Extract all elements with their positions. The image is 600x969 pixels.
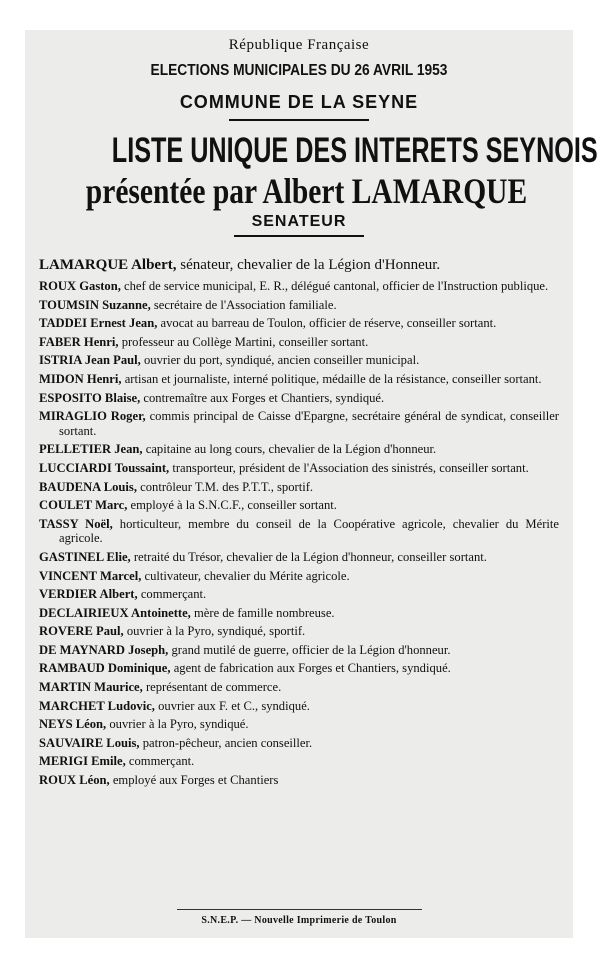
candidate-entry: [39, 298, 559, 313]
candidate-description: ouvrier à la Pyro, syndiqué, sportif.: [126, 624, 306, 639]
candidate-entry: [39, 316, 559, 331]
candidate-entry: [39, 699, 559, 714]
commune-title: COMMUNE DE LA SEYNE: [179, 92, 419, 112]
candidate-description: ouvrier du port, syndiqué, ancien conseiller municipal.: [143, 353, 420, 368]
senateur-subtitle: SENATEUR: [251, 213, 347, 230]
candidate-description: contremaître aux Forges et Chantiers, syndiqué.: [143, 390, 385, 405]
candidate-name: VINCENT Marcel,: [39, 568, 142, 583]
candidate-entry: [39, 442, 559, 457]
elections-title: ELECTIONS MUNICIPALES DU 26 AVRIL 1953: [150, 62, 448, 79]
candidate-name: BAUDENA Louis,: [39, 479, 137, 494]
footer-rule: [177, 909, 422, 910]
candidate-name: DE MAYNARD Joseph,: [39, 642, 169, 657]
candidate-name: LAMARQUE Albert,: [39, 257, 177, 273]
candidate-entry: [39, 680, 559, 695]
candidate-entry: [39, 461, 559, 476]
candidate-name: RAMBAUD Dominique,: [39, 661, 171, 676]
candidate-name: MIDON Henri,: [39, 371, 122, 386]
candidate-description: transporteur, président de l'Association des sinistrés, conseiller sortant.: [172, 460, 529, 475]
candidate-entry: [39, 717, 559, 732]
candidate-description: artisan et journaliste, interné politique, médaille de la résistance, conseiller sortant.: [124, 371, 542, 386]
candidate-name: NEYS Léon,: [39, 717, 107, 732]
candidate-name: PELLETIER Jean,: [39, 442, 143, 457]
candidate-description: commerçant.: [140, 587, 207, 602]
candidate-entry: [39, 569, 559, 584]
candidate-list: [39, 257, 559, 788]
candidate-name: ROUX Gaston,: [39, 279, 121, 293]
candidate-description: secrétaire de l'Association familiale.: [153, 297, 337, 312]
candidate-entry: [39, 643, 559, 658]
candidate-entry: [39, 587, 559, 602]
candidate-name: MARCHET Ludovic,: [39, 698, 155, 713]
candidate-entry: [39, 335, 559, 350]
poster-sheet: [25, 30, 598, 938]
candidate-entry: [39, 480, 559, 495]
candidate-description: commis principal de Caisse d'Epargne, secrétaire général de syndicat, conseiller sortant.: [59, 409, 559, 438]
candidate-description: grand mutilé de guerre, officier de la Légion d'honneur.: [171, 642, 451, 657]
divider-rule: [229, 119, 369, 121]
candidate-entry: [39, 661, 559, 676]
candidate-entry: [39, 773, 559, 788]
candidate-description: représentant de commerce.: [145, 680, 282, 695]
candidate-description: cultivateur, chevalier du Mérite agricole.: [144, 568, 350, 583]
candidate-entry: [39, 372, 559, 387]
candidate-description: contrôleur T.M. des P.T.T., sportif.: [140, 479, 314, 494]
candidate-name: COULET Marc,: [39, 498, 128, 513]
candidate-name: TASSY Noël,: [39, 516, 113, 531]
candidate-description: horticulteur, membre du conseil de la Coopérative agricole, chevalier du Mérite agricole.: [59, 516, 559, 546]
candidate-description: ouvrier à la Pyro, syndiqué.: [109, 717, 249, 732]
candidate-entry: [39, 517, 559, 546]
candidate-description: mère de famille nombreuse.: [194, 605, 335, 620]
candidate-description: employé aux Forges et Chantiers: [112, 773, 279, 788]
candidate-entry: [39, 624, 559, 639]
candidate-description: sénateur, chevalier de la Légion d'Honneur.: [180, 257, 441, 273]
candidate-description: retraité du Trésor, chevalier de la Légion d'honneur, conseiller sortant.: [133, 549, 487, 564]
candidate-name: TADDEI Ernest Jean,: [39, 316, 158, 331]
candidate-name: VERDIER Albert,: [39, 587, 138, 602]
candidate-name: DECLAIRIEUX Antoinette,: [39, 605, 191, 620]
candidate-name: TOUMSIN Suzanne,: [39, 297, 151, 312]
candidate-description: capitaine au long cours, chevalier de la Légion d'honneur.: [145, 442, 437, 457]
list-title: LISTE UNIQUE DES INTERETS SEYNOIS: [111, 131, 598, 170]
candidate-entry: [39, 606, 559, 621]
candidate-name: MIRAGLIO Roger,: [39, 409, 146, 424]
candidate-entry: [39, 391, 559, 406]
candidate-description: chef de service municipal, E. R., délégué cantonal, officier de l'Instruction publique.: [124, 279, 549, 293]
candidate-name: ROVERE Paul,: [39, 624, 124, 639]
candidate-entry: [39, 498, 559, 513]
candidate-name: ISTRIA Jean Paul,: [39, 353, 141, 368]
candidate-name: SAUVAIRE Louis,: [39, 735, 140, 750]
republique-line: République Française: [228, 37, 370, 53]
candidate-entry: [39, 279, 559, 294]
candidate-name: MERIGI Emile,: [39, 754, 126, 769]
candidate-name: GASTINEL Elie,: [39, 549, 131, 564]
candidate-description: ouvrier aux F. et C., syndiqué.: [158, 698, 310, 713]
candidate-description: employé à la S.N.C.F., conseiller sortant.: [130, 498, 337, 513]
candidate-name: LUCCIARDI Toussaint,: [39, 460, 170, 475]
candidate-entry: [39, 550, 559, 565]
candidate-description: professeur au Collège Martini, conseiller sortant.: [121, 334, 369, 349]
candidate-entry: [39, 736, 559, 751]
candidate-name: FABER Henri,: [39, 334, 119, 349]
printer-footer: [25, 909, 573, 926]
candidate-description: commerçant.: [128, 754, 195, 769]
poster-header: [39, 37, 598, 237]
divider-rule: [234, 235, 364, 237]
candidate-description: avocat au barreau de Toulon, officier de réserve, conseiller sortant.: [160, 316, 497, 331]
candidate-entry: [39, 257, 559, 274]
candidate-entry: [39, 353, 559, 368]
candidate-name: ESPOSITO Blaise,: [39, 390, 141, 405]
candidate-entry: [39, 754, 559, 769]
candidate-description: agent de fabrication aux Forges et Chantiers, syndiqué.: [173, 661, 451, 676]
presented-by-title: présentée par Albert LAMARQUE: [85, 171, 528, 211]
candidate-description: patron-pêcheur, ancien conseiller.: [142, 735, 313, 750]
printer-credit: S.N.E.P. — Nouvelle Imprimerie de Toulon: [201, 915, 397, 926]
candidate-name: MARTIN Maurice,: [39, 680, 143, 695]
candidate-entry: [39, 409, 559, 438]
candidate-name: ROUX Léon,: [39, 773, 110, 788]
